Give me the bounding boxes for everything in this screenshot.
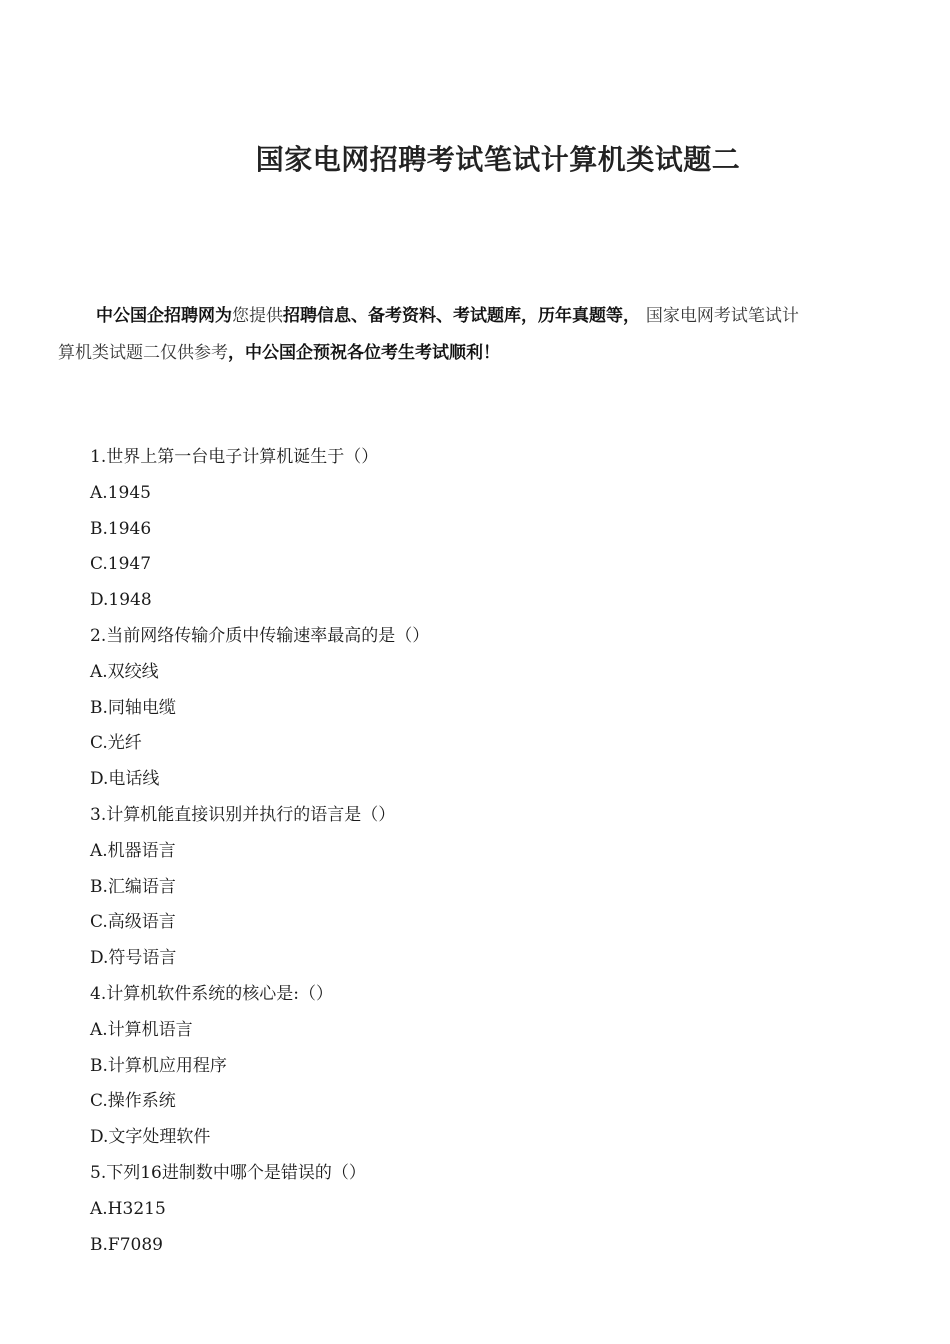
question-option: C.光纤	[90, 733, 142, 754]
question-option: C.1947	[90, 554, 152, 575]
question-option: B.计算机应用程序	[90, 1055, 227, 1076]
question-4	[90, 977, 890, 1156]
intro-text: ，中公国企预祝各位考生考试顺利！	[228, 343, 500, 363]
intro-document-name: 国家电网考试笔试计	[645, 306, 799, 326]
question-option: A.计算机语言	[90, 1019, 193, 1040]
question-option: A.1945	[90, 482, 151, 503]
intro-document-name: 算机类试题二仅供参考	[58, 343, 228, 363]
question-option: D.符号语言	[90, 948, 177, 969]
page-title: 国家电网招聘考试笔试计算机类试题二	[255, 143, 741, 176]
question-stem: 3.计算机能直接识别并执行的语言是（）	[90, 804, 396, 825]
question-option: D.1948	[90, 590, 152, 611]
question-stem: 1.世界上第一台电子计算机诞生于（）	[90, 447, 379, 467]
question-stem: 2.当前网络传输介质中传输速率最高的是（）	[90, 625, 430, 646]
question-option: D.电话线	[90, 769, 160, 790]
question-option: B.F7089	[90, 1234, 163, 1255]
question-stem: 5.下列16进制数中哪个是错误的（）	[90, 1162, 366, 1183]
question-option: C.高级语言	[90, 912, 176, 933]
intro-paragraph	[58, 298, 894, 372]
question-option: A.H3215	[90, 1198, 166, 1219]
question-1	[90, 440, 890, 619]
intro-line-1	[58, 298, 894, 335]
question-stem: 4.计算机软件系统的核心是:（）	[90, 983, 333, 1004]
question-option: A.机器语言	[90, 840, 176, 861]
question-2	[90, 619, 890, 798]
question-option: D.文字处理软件	[90, 1127, 211, 1148]
question-option: C.操作系统	[90, 1091, 176, 1112]
intro-text-highlight: 您提供	[232, 306, 283, 326]
question-option: B.同轴电缆	[90, 697, 176, 718]
intro-text: 招聘信息、备考资料、考试题库，历年真题等，	[283, 306, 640, 326]
question-option: B.汇编语言	[90, 876, 176, 897]
question-3	[90, 798, 890, 977]
question-list	[90, 440, 890, 1263]
intro-text: 中公国企招聘网为	[96, 306, 232, 326]
question-5	[90, 1156, 890, 1263]
intro-line-2	[58, 335, 894, 372]
question-option: B.1946	[90, 518, 152, 539]
question-option: A.双绞线	[90, 661, 159, 682]
